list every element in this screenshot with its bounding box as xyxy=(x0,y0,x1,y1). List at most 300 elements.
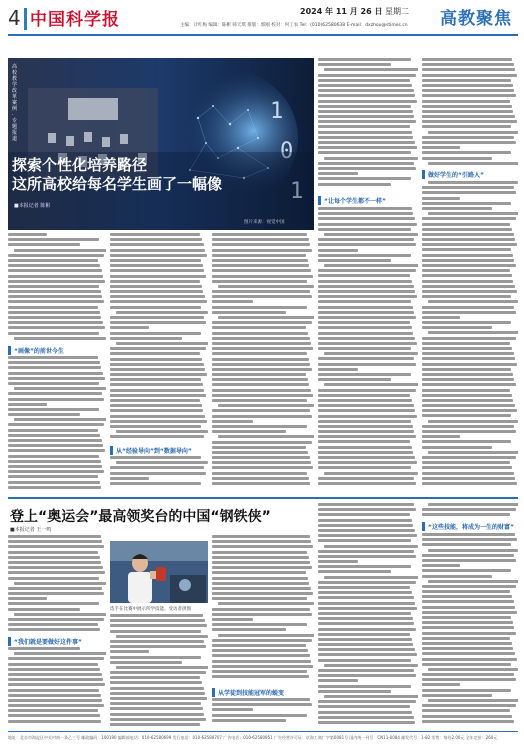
body-text-line xyxy=(422,105,512,108)
body-text-line xyxy=(218,285,314,288)
body-text-line xyxy=(8,295,102,298)
body-text-line xyxy=(318,482,416,485)
body-text-line xyxy=(422,110,513,113)
body-text-line xyxy=(8,551,98,554)
body-text-line xyxy=(212,556,309,559)
body-text-line xyxy=(318,534,417,537)
body-text-line xyxy=(8,556,100,559)
body-text-line xyxy=(8,663,98,666)
body-text-line xyxy=(422,269,510,272)
body-text-line xyxy=(318,477,414,480)
body-text-line xyxy=(428,549,518,552)
body-text-line xyxy=(110,661,182,664)
body-text-line xyxy=(428,451,518,454)
body-text-line xyxy=(318,373,411,376)
feature-headline-line2: 这所高校给每名学生画了一幅像 xyxy=(12,175,223,193)
body-text-line xyxy=(110,614,203,617)
body-text-line xyxy=(422,290,517,293)
body-text-line xyxy=(8,455,99,458)
editorial-contact: 主编：计红梅 编辑：陈彬 韩天琪 排版：郭刚 校对：何工农 Tel：(010)62580638 E-mail：dxzhou@stimes.cn xyxy=(180,23,408,28)
body-text-line xyxy=(428,331,518,334)
body-text-line xyxy=(110,321,206,324)
body-text-line xyxy=(422,425,514,428)
body-text-line xyxy=(212,675,309,678)
body-text-line xyxy=(8,275,103,278)
story-divider xyxy=(8,497,518,499)
body-text-line xyxy=(422,63,514,66)
body-text-line xyxy=(422,306,514,309)
feature-headline-line1: 探索个性化培养路径 xyxy=(12,156,148,174)
body-text-line xyxy=(422,595,512,598)
body-text-line xyxy=(422,513,510,516)
body-text-line xyxy=(422,223,510,226)
body-text-line xyxy=(318,212,413,215)
body-text-line xyxy=(212,644,306,647)
body-text-line xyxy=(212,269,311,272)
body-text-line xyxy=(212,306,307,309)
body-text-line xyxy=(212,368,312,371)
body-text-line xyxy=(110,671,206,674)
story2-column-4 xyxy=(318,503,418,729)
body-text-line xyxy=(212,482,310,485)
body-text-line xyxy=(110,259,201,262)
feature-column-1a xyxy=(8,233,106,343)
body-text-line xyxy=(212,540,311,543)
body-text-line xyxy=(14,582,106,585)
body-text-line xyxy=(110,404,202,407)
body-text-line xyxy=(422,373,513,376)
body-text-line xyxy=(422,472,514,475)
body-text-line xyxy=(318,617,413,620)
body-text-line xyxy=(428,580,518,583)
body-text-line xyxy=(8,587,102,590)
body-text-line xyxy=(110,285,202,288)
body-text-line xyxy=(110,337,182,340)
body-text-line xyxy=(318,274,410,277)
body-text-line xyxy=(212,545,313,548)
body-text-line xyxy=(422,704,516,707)
body-text-line xyxy=(8,372,103,375)
body-text-line xyxy=(212,332,308,335)
feature-column-2b xyxy=(110,456,208,492)
body-text-line xyxy=(318,420,411,423)
body-text-line xyxy=(8,254,104,257)
body-text-line xyxy=(110,702,201,705)
body-text-line xyxy=(8,300,104,303)
body-text-line xyxy=(318,347,411,350)
body-text-line xyxy=(110,394,206,397)
body-text-line xyxy=(212,451,308,454)
body-text-line xyxy=(110,378,201,381)
body-text-line xyxy=(422,326,492,329)
body-text-line xyxy=(212,592,313,595)
body-text-line xyxy=(116,342,208,345)
feature-column-5b xyxy=(422,181,518,492)
body-text-line xyxy=(428,668,518,671)
body-text-line xyxy=(422,720,514,723)
body-text-line xyxy=(8,699,102,702)
body-text-line xyxy=(318,659,411,662)
body-text-line xyxy=(110,630,201,633)
body-text-line xyxy=(422,585,516,588)
body-text-line xyxy=(212,311,286,314)
body-text-line xyxy=(8,561,101,564)
body-text-line xyxy=(8,475,98,478)
feature-headline xyxy=(12,156,222,194)
body-text-line xyxy=(422,347,512,350)
body-text-line xyxy=(212,358,309,361)
body-text-line xyxy=(318,146,417,149)
body-text-line xyxy=(422,264,516,267)
body-text-line xyxy=(8,709,98,712)
body-text-line xyxy=(110,347,206,350)
body-text-line xyxy=(212,456,310,459)
body-text-line xyxy=(212,608,310,611)
body-text-line xyxy=(116,311,208,314)
body-text-line xyxy=(318,633,410,636)
body-text-line xyxy=(318,451,413,454)
feature-subhead-3: “让每个学生都不一样” xyxy=(318,196,418,205)
feature-author: ■本报记者 陈彬 xyxy=(14,203,51,209)
issue-weekday: 星期二 xyxy=(385,7,410,16)
body-text-line xyxy=(318,690,391,693)
body-text-line xyxy=(8,597,47,600)
body-text-line xyxy=(116,430,208,433)
body-text-line xyxy=(422,58,512,61)
body-text-line xyxy=(212,326,306,329)
body-text-line xyxy=(8,366,101,369)
body-text-line xyxy=(8,470,104,473)
body-text-line xyxy=(318,570,391,573)
body-text-line xyxy=(212,535,310,538)
body-text-line xyxy=(8,481,100,484)
body-text-line xyxy=(422,89,514,92)
body-text-line xyxy=(8,444,103,447)
body-text-line xyxy=(212,430,286,433)
body-text-line xyxy=(110,269,204,272)
body-text-line xyxy=(110,373,207,376)
body-text-line xyxy=(212,342,311,345)
body-text-line xyxy=(212,613,312,616)
body-text-line xyxy=(318,167,416,170)
feature-subhead-1: “画像”的前世今生 xyxy=(8,346,106,355)
body-text-line xyxy=(8,377,105,380)
body-text-line xyxy=(110,264,203,267)
body-text-line xyxy=(422,694,492,697)
body-text-line xyxy=(428,503,518,506)
body-text-line xyxy=(422,79,511,82)
body-text-line xyxy=(422,100,510,103)
body-text-line xyxy=(422,673,514,676)
body-text-line xyxy=(318,539,411,542)
body-text-line xyxy=(318,508,416,511)
masthead-rule xyxy=(8,34,518,36)
body-text-line xyxy=(212,321,312,324)
body-text-line xyxy=(8,429,98,432)
body-text-line xyxy=(422,238,515,241)
body-text-line xyxy=(422,600,514,603)
body-text-line xyxy=(110,676,200,679)
body-text-line xyxy=(318,700,416,703)
body-text-line xyxy=(110,477,149,480)
body-text-line xyxy=(110,624,207,627)
body-text-line xyxy=(318,316,416,319)
body-text-line xyxy=(218,634,314,637)
body-text-line xyxy=(422,637,510,640)
body-text-line xyxy=(8,592,104,595)
body-text-line xyxy=(318,311,414,314)
body-text-line xyxy=(422,621,513,624)
body-text-line xyxy=(212,243,310,246)
body-text-line xyxy=(8,311,100,314)
body-text-line xyxy=(324,383,418,386)
body-text-line xyxy=(318,84,412,87)
body-text-line xyxy=(422,533,515,536)
body-text-line xyxy=(318,94,415,97)
body-text-line xyxy=(8,577,99,580)
body-text-line xyxy=(212,472,307,475)
body-text-line xyxy=(212,415,312,418)
body-text-line xyxy=(318,332,413,335)
body-text-line xyxy=(8,306,98,309)
body-text-line xyxy=(218,602,314,605)
body-text-line xyxy=(212,441,312,444)
body-text-line xyxy=(8,403,47,406)
body-text-line xyxy=(14,387,106,390)
body-text-line xyxy=(318,306,413,309)
body-text-line xyxy=(428,212,518,215)
body-text-line xyxy=(110,687,204,690)
body-text-line xyxy=(8,449,105,452)
body-text-line xyxy=(428,300,518,303)
body-text-line xyxy=(212,571,306,574)
body-text-line xyxy=(110,456,201,459)
body-text-line xyxy=(422,202,511,205)
body-text-line xyxy=(422,136,514,139)
newspaper-logo: 中国科学报 xyxy=(30,10,120,30)
body-text-line xyxy=(318,79,410,82)
body-text-line xyxy=(422,715,512,718)
body-text-line xyxy=(422,191,516,194)
body-text-line xyxy=(8,408,99,411)
body-text-line xyxy=(8,326,105,329)
body-text-line xyxy=(318,162,414,165)
body-text-line xyxy=(318,177,411,180)
body-text-line xyxy=(422,383,516,386)
body-text-line xyxy=(212,409,310,412)
body-text-line xyxy=(422,477,515,480)
feature-image xyxy=(8,58,314,230)
body-text-line xyxy=(318,290,415,293)
body-text-line xyxy=(422,414,511,417)
body-text-line xyxy=(8,678,103,681)
feature-column-4b xyxy=(318,207,418,492)
body-text-line xyxy=(318,653,417,656)
feature-image-caption: 图片来源：视觉中国 xyxy=(244,220,285,225)
body-text-line xyxy=(318,172,358,175)
body-text-line xyxy=(318,100,417,103)
svg-text:1: 1 xyxy=(290,179,304,204)
body-text-line xyxy=(324,664,418,667)
body-text-line xyxy=(8,423,104,426)
body-text-line xyxy=(422,430,516,433)
body-text-line xyxy=(324,233,418,236)
body-text-line xyxy=(318,295,417,298)
body-text-line xyxy=(110,409,203,412)
body-text-line xyxy=(212,654,310,657)
story2-subhead-3: “这些技能，将成为一生的财富” xyxy=(422,522,518,531)
body-text-line xyxy=(110,352,200,355)
body-text-line xyxy=(212,389,311,392)
body-text-line xyxy=(8,290,101,293)
body-text-line xyxy=(422,389,510,392)
body-text-line xyxy=(318,435,416,438)
body-text-line xyxy=(110,389,204,392)
body-text-line xyxy=(422,652,515,655)
body-text-line xyxy=(422,590,510,593)
body-text-line xyxy=(212,660,311,663)
body-text-line xyxy=(212,264,309,267)
body-text-line xyxy=(8,238,99,241)
body-text-line xyxy=(422,248,511,251)
body-text-line xyxy=(318,357,414,360)
body-text-line xyxy=(422,259,514,262)
body-text-line xyxy=(8,704,104,707)
body-text-line xyxy=(324,576,418,579)
body-text-line xyxy=(212,466,313,469)
body-text-line xyxy=(212,618,253,621)
body-text-line xyxy=(428,420,518,423)
body-text-line xyxy=(422,482,517,485)
body-text-line xyxy=(110,681,202,684)
body-text-line xyxy=(318,466,411,469)
story2-subhead-1: “我们就是要做好这件事” xyxy=(8,637,106,646)
body-text-line xyxy=(422,378,514,381)
body-text-line xyxy=(8,608,80,611)
body-text-line xyxy=(422,606,515,609)
feature-vertical-text: 高校教学改革案例 · 专题报道 xyxy=(12,64,18,142)
body-text-line xyxy=(422,626,514,629)
body-text-line xyxy=(422,683,460,686)
body-text-line xyxy=(422,84,513,87)
body-text-line xyxy=(422,74,517,77)
body-text-line xyxy=(422,616,511,619)
body-text-line xyxy=(110,656,201,659)
body-text-line xyxy=(318,141,415,144)
body-text-line xyxy=(318,74,416,77)
body-text-line xyxy=(422,658,517,661)
body-text-line xyxy=(318,607,417,610)
body-text-line xyxy=(14,652,106,655)
body-text-line xyxy=(8,683,105,686)
feature-column-2a xyxy=(110,233,208,443)
body-text-line xyxy=(422,217,516,220)
body-text-line xyxy=(8,668,100,671)
body-text-line xyxy=(422,394,512,397)
story2-photo xyxy=(110,541,208,603)
footer-info: 地址：北京市海淀区中关村南一条乙三号 邮政编码：100190 编辑部电话：010-62580699 发行电话：010-62580707 广告电话：010-62580951 广告经营许可证：京海工商广字第0081号 国内统一刊号：CN11-0084 邮发代号：1-82 零售：每份2.00元 全年定价：260元 xyxy=(8,735,498,740)
body-text-line xyxy=(318,638,412,641)
body-text-line xyxy=(318,120,416,123)
body-text-line xyxy=(110,435,204,438)
body-text-line xyxy=(422,559,516,562)
body-text-line xyxy=(212,238,309,241)
feature-column-3 xyxy=(212,233,314,492)
body-text-line xyxy=(422,461,510,464)
feature-subhead-4: 做好学生的“引路人” xyxy=(422,170,518,179)
body-text-line xyxy=(110,332,201,335)
body-text-line xyxy=(116,635,208,638)
body-text-line xyxy=(8,392,102,395)
body-text-line xyxy=(422,456,516,459)
story2-author: ■本报记者 王一鸣 xyxy=(10,527,52,533)
body-text-line xyxy=(422,543,511,546)
body-text-line xyxy=(110,713,204,716)
body-text-line xyxy=(318,249,358,252)
body-text-line xyxy=(318,223,417,226)
body-text-line xyxy=(8,356,98,359)
body-text-line xyxy=(8,361,100,364)
body-text-line xyxy=(110,707,203,710)
body-text-line xyxy=(110,466,204,469)
body-text-line xyxy=(212,425,307,428)
body-text-line xyxy=(212,363,310,366)
body-text-line xyxy=(212,378,308,381)
body-text-line xyxy=(110,482,201,485)
story2-column-1b xyxy=(8,647,106,729)
body-text-line xyxy=(422,337,516,340)
body-text-line xyxy=(318,602,415,605)
body-text-line xyxy=(218,435,314,438)
body-text-line xyxy=(422,709,510,712)
body-text-line xyxy=(212,551,307,554)
body-text-line xyxy=(110,275,206,278)
body-text-line xyxy=(318,300,411,303)
body-text-line xyxy=(422,569,511,572)
body-text-line xyxy=(110,697,207,700)
body-text-line xyxy=(422,157,492,160)
body-text-line xyxy=(110,249,205,252)
body-text-line xyxy=(8,566,103,569)
body-text-line xyxy=(422,186,514,189)
body-text-line xyxy=(422,435,460,438)
body-text-line xyxy=(422,120,517,123)
body-text-line xyxy=(110,368,205,371)
body-text-line xyxy=(324,545,418,548)
body-text-line xyxy=(14,337,106,340)
body-text-line xyxy=(422,363,517,366)
body-text-line xyxy=(212,295,312,298)
feature-column-5a xyxy=(422,58,518,168)
body-text-line xyxy=(110,358,202,361)
body-text-line xyxy=(212,698,310,701)
body-text-line xyxy=(422,285,515,288)
body-text-line xyxy=(8,285,99,288)
body-text-line xyxy=(318,705,410,708)
body-text-line xyxy=(318,716,414,719)
body-text-line xyxy=(110,415,205,418)
body-text-line xyxy=(212,420,253,423)
body-text-line xyxy=(110,243,204,246)
body-text-line xyxy=(318,503,414,506)
body-text-line xyxy=(8,316,101,319)
body-text-line xyxy=(318,228,411,231)
body-text-line xyxy=(14,418,106,421)
body-text-line xyxy=(318,456,415,459)
body-text-line xyxy=(212,582,309,585)
body-text-line xyxy=(422,689,511,692)
body-text-line xyxy=(422,466,512,469)
